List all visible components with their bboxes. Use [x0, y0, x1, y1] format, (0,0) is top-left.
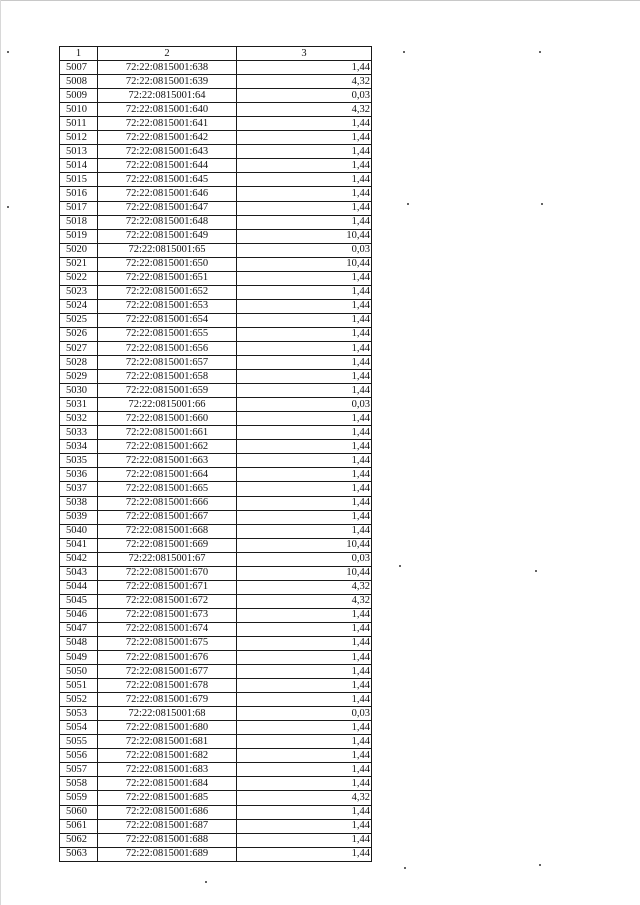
area-value: 1,44: [237, 173, 372, 187]
cadastral-number: 72:22:0815001:660: [98, 412, 237, 426]
cadastral-number: 72:22:0815001:640: [98, 103, 237, 117]
area-value: 1,44: [237, 496, 372, 510]
table-row: [60, 412, 372, 426]
page-edge-top: [0, 0, 640, 1]
area-value: 0,03: [237, 243, 372, 257]
row-number: 5057: [60, 763, 98, 777]
table-row: [60, 594, 372, 608]
table-row: [60, 651, 372, 665]
area-value: 1,44: [237, 665, 372, 679]
area-value: 1,44: [237, 299, 372, 313]
cadastral-number: 72:22:0815001:687: [98, 819, 237, 833]
cadastral-number: 72:22:0815001:657: [98, 356, 237, 370]
area-value: 1,44: [237, 117, 372, 131]
row-number: 5039: [60, 510, 98, 524]
row-number: 5021: [60, 257, 98, 271]
table-row: [60, 89, 372, 103]
area-value: 1,44: [237, 833, 372, 847]
table-row: [60, 763, 372, 777]
cadastral-number: 72:22:0815001:683: [98, 763, 237, 777]
area-value: 1,44: [237, 482, 372, 496]
area-value: 4,32: [237, 103, 372, 117]
area-value: 1,44: [237, 735, 372, 749]
row-number: 5034: [60, 440, 98, 454]
area-value: 10,44: [237, 229, 372, 243]
cadastral-number: 72:22:0815001:668: [98, 524, 237, 538]
table-row: [60, 819, 372, 833]
cadastral-number: 72:22:0815001:645: [98, 173, 237, 187]
table-row: [60, 721, 372, 735]
row-number: 5022: [60, 271, 98, 285]
area-value: 1,44: [237, 384, 372, 398]
area-value: 1,44: [237, 721, 372, 735]
cadastral-number: 72:22:0815001:667: [98, 510, 237, 524]
scan-speck: [7, 51, 9, 53]
row-number: 5051: [60, 679, 98, 693]
cadastral-number: 72:22:0815001:648: [98, 215, 237, 229]
cadastral-number: 72:22:0815001:647: [98, 201, 237, 215]
row-number: 5024: [60, 299, 98, 313]
area-value: 1,44: [237, 187, 372, 201]
area-value: 1,44: [237, 426, 372, 440]
row-number: 5037: [60, 482, 98, 496]
table-row: [60, 665, 372, 679]
cadastral-table: [59, 46, 372, 862]
area-value: 1,44: [237, 847, 372, 861]
area-value: 1,44: [237, 131, 372, 145]
table-row: [60, 608, 372, 622]
area-value: 1,44: [237, 313, 372, 327]
cadastral-number: 72:22:0815001:673: [98, 608, 237, 622]
row-number: 5020: [60, 243, 98, 257]
row-number: 5029: [60, 370, 98, 384]
area-value: 10,44: [237, 257, 372, 271]
cadastral-number: 72:22:0815001:689: [98, 847, 237, 861]
row-number: 5012: [60, 131, 98, 145]
table-row: [60, 805, 372, 819]
area-value: 1,44: [237, 440, 372, 454]
area-value: 1,44: [237, 608, 372, 622]
table-row: [60, 173, 372, 187]
row-number: 5052: [60, 693, 98, 707]
row-number: 5053: [60, 707, 98, 721]
area-value: 4,32: [237, 791, 372, 805]
area-value: 0,03: [237, 89, 372, 103]
area-value: 4,32: [237, 594, 372, 608]
cadastral-number: 72:22:0815001:661: [98, 426, 237, 440]
row-number: 5017: [60, 201, 98, 215]
cadastral-number: 72:22:0815001:64: [98, 89, 237, 103]
cadastral-number: 72:22:0815001:641: [98, 117, 237, 131]
cadastral-number: 72:22:0815001:671: [98, 580, 237, 594]
scan-speck: [404, 867, 406, 869]
row-number: 5040: [60, 524, 98, 538]
row-number: 5061: [60, 819, 98, 833]
table-row: [60, 777, 372, 791]
row-number: 5027: [60, 341, 98, 355]
table-row: [60, 735, 372, 749]
cadastral-number: 72:22:0815001:651: [98, 271, 237, 285]
row-number: 5055: [60, 735, 98, 749]
cadastral-number: 72:22:0815001:665: [98, 482, 237, 496]
area-value: 10,44: [237, 566, 372, 580]
row-number: 5015: [60, 173, 98, 187]
table-row: [60, 426, 372, 440]
table-row: [60, 566, 372, 580]
scan-speck: [535, 570, 537, 572]
cadastral-number: 72:22:0815001:678: [98, 679, 237, 693]
area-value: 1,44: [237, 819, 372, 833]
area-value: 1,44: [237, 636, 372, 650]
row-number: 5047: [60, 622, 98, 636]
cadastral-number: 72:22:0815001:653: [98, 299, 237, 313]
row-number: 5023: [60, 285, 98, 299]
area-value: 0,03: [237, 552, 372, 566]
cadastral-number: 72:22:0815001:656: [98, 341, 237, 355]
area-value: 1,44: [237, 145, 372, 159]
area-value: 1,44: [237, 622, 372, 636]
cadastral-number: 72:22:0815001:655: [98, 327, 237, 341]
header-col-2: 2: [98, 47, 237, 61]
row-number: 5046: [60, 608, 98, 622]
table-row: [60, 313, 372, 327]
row-number: 5026: [60, 327, 98, 341]
table-row: [60, 693, 372, 707]
table-row: [60, 61, 372, 75]
row-number: 5007: [60, 61, 98, 75]
row-number: 5028: [60, 356, 98, 370]
table-row: [60, 847, 372, 861]
row-number: 5049: [60, 651, 98, 665]
table-row: [60, 243, 372, 257]
table-row: [60, 440, 372, 454]
scan-speck: [407, 203, 409, 205]
cadastral-number: 72:22:0815001:658: [98, 370, 237, 384]
cadastral-number: 72:22:0815001:68: [98, 707, 237, 721]
row-number: 5050: [60, 665, 98, 679]
area-value: 1,44: [237, 777, 372, 791]
table-row: [60, 159, 372, 173]
row-number: 5014: [60, 159, 98, 173]
row-number: 5045: [60, 594, 98, 608]
scan-speck: [539, 864, 541, 866]
row-number: 5025: [60, 313, 98, 327]
row-number: 5063: [60, 847, 98, 861]
row-number: 5043: [60, 566, 98, 580]
area-value: 1,44: [237, 412, 372, 426]
table-row: [60, 524, 372, 538]
row-number: 5036: [60, 468, 98, 482]
table-row: [60, 384, 372, 398]
table-row: [60, 131, 372, 145]
cadastral-number: 72:22:0815001:685: [98, 791, 237, 805]
table-row: [60, 201, 372, 215]
cadastral-number: 72:22:0815001:662: [98, 440, 237, 454]
area-value: 1,44: [237, 679, 372, 693]
table-row: [60, 257, 372, 271]
row-number: 5038: [60, 496, 98, 510]
cadastral-number: 72:22:0815001:677: [98, 665, 237, 679]
area-value: 0,03: [237, 707, 372, 721]
table-row: [60, 187, 372, 201]
table-row: [60, 679, 372, 693]
table-row: [60, 552, 372, 566]
area-value: 1,44: [237, 327, 372, 341]
area-value: 1,44: [237, 510, 372, 524]
area-value: 1,44: [237, 693, 372, 707]
table-row: [60, 510, 372, 524]
table-row: [60, 636, 372, 650]
row-number: 5044: [60, 580, 98, 594]
table-row: [60, 707, 372, 721]
cadastral-number: 72:22:0815001:688: [98, 833, 237, 847]
cadastral-number: 72:22:0815001:652: [98, 285, 237, 299]
table-body: [60, 47, 372, 862]
table-row: [60, 538, 372, 552]
cadastral-number: 72:22:0815001:686: [98, 805, 237, 819]
cadastral-number: 72:22:0815001:649: [98, 229, 237, 243]
area-value: 1,44: [237, 271, 372, 285]
cadastral-number: 72:22:0815001:646: [98, 187, 237, 201]
scan-speck: [539, 51, 541, 53]
cadastral-number: 72:22:0815001:670: [98, 566, 237, 580]
table-row: [60, 454, 372, 468]
row-number: 5030: [60, 384, 98, 398]
cadastral-number: 72:22:0815001:643: [98, 145, 237, 159]
area-value: 1,44: [237, 524, 372, 538]
page-edge-left: [0, 0, 1, 905]
table-row: [60, 496, 372, 510]
header-col-1: 1: [60, 47, 98, 61]
row-number: 5018: [60, 215, 98, 229]
cadastral-number: 72:22:0815001:675: [98, 636, 237, 650]
table-row: [60, 117, 372, 131]
area-value: 1,44: [237, 159, 372, 173]
area-value: 1,44: [237, 805, 372, 819]
table-row: [60, 145, 372, 159]
row-number: 5019: [60, 229, 98, 243]
cadastral-number: 72:22:0815001:67: [98, 552, 237, 566]
scan-speck: [541, 203, 543, 205]
row-number: 5031: [60, 398, 98, 412]
cadastral-number: 72:22:0815001:684: [98, 777, 237, 791]
table-row: [60, 341, 372, 355]
area-value: 10,44: [237, 538, 372, 552]
cadastral-number: 72:22:0815001:659: [98, 384, 237, 398]
area-value: 1,44: [237, 651, 372, 665]
area-value: 4,32: [237, 75, 372, 89]
cadastral-number: 72:22:0815001:644: [98, 159, 237, 173]
cadastral-number: 72:22:0815001:682: [98, 749, 237, 763]
area-value: 1,44: [237, 370, 372, 384]
area-value: 1,44: [237, 341, 372, 355]
row-number: 5048: [60, 636, 98, 650]
cadastral-number: 72:22:0815001:669: [98, 538, 237, 552]
table-header-row: [60, 47, 372, 61]
cadastral-number: 72:22:0815001:663: [98, 454, 237, 468]
table-row: [60, 299, 372, 313]
row-number: 5009: [60, 89, 98, 103]
area-value: 1,44: [237, 763, 372, 777]
table-row: [60, 356, 372, 370]
row-number: 5041: [60, 538, 98, 552]
cadastral-number: 72:22:0815001:65: [98, 243, 237, 257]
cadastral-number: 72:22:0815001:642: [98, 131, 237, 145]
row-number: 5033: [60, 426, 98, 440]
row-number: 5013: [60, 145, 98, 159]
table-row: [60, 482, 372, 496]
row-number: 5054: [60, 721, 98, 735]
cadastral-number: 72:22:0815001:654: [98, 313, 237, 327]
row-number: 5062: [60, 833, 98, 847]
cadastral-number: 72:22:0815001:672: [98, 594, 237, 608]
row-number: 5058: [60, 777, 98, 791]
cadastral-number: 72:22:0815001:681: [98, 735, 237, 749]
table-row: [60, 791, 372, 805]
table-row: [60, 229, 372, 243]
table-row: [60, 215, 372, 229]
area-value: 4,32: [237, 580, 372, 594]
table-row: [60, 468, 372, 482]
header-col-3: 3: [237, 47, 372, 61]
scan-speck: [7, 206, 9, 208]
cadastral-number: 72:22:0815001:680: [98, 721, 237, 735]
table-row: [60, 622, 372, 636]
scan-speck: [403, 51, 405, 53]
table-row: [60, 271, 372, 285]
cadastral-number: 72:22:0815001:674: [98, 622, 237, 636]
area-value: 1,44: [237, 356, 372, 370]
table-row: [60, 285, 372, 299]
cadastral-number: 72:22:0815001:66: [98, 398, 237, 412]
row-number: 5056: [60, 749, 98, 763]
row-number: 5042: [60, 552, 98, 566]
table-row: [60, 103, 372, 117]
row-number: 5032: [60, 412, 98, 426]
cadastral-number: 72:22:0815001:638: [98, 61, 237, 75]
area-value: 1,44: [237, 285, 372, 299]
row-number: 5011: [60, 117, 98, 131]
row-number: 5010: [60, 103, 98, 117]
table-row: [60, 370, 372, 384]
row-number: 5035: [60, 454, 98, 468]
row-number: 5060: [60, 805, 98, 819]
table-row: [60, 580, 372, 594]
cadastral-number: 72:22:0815001:664: [98, 468, 237, 482]
cadastral-number: 72:22:0815001:679: [98, 693, 237, 707]
cadastral-number: 72:22:0815001:676: [98, 651, 237, 665]
area-value: 1,44: [237, 749, 372, 763]
table-row: [60, 749, 372, 763]
table-row: [60, 327, 372, 341]
area-value: 1,44: [237, 215, 372, 229]
row-number: 5008: [60, 75, 98, 89]
area-value: 0,03: [237, 398, 372, 412]
cadastral-number: 72:22:0815001:650: [98, 257, 237, 271]
table-row: [60, 833, 372, 847]
area-value: 1,44: [237, 201, 372, 215]
row-number: 5016: [60, 187, 98, 201]
table-row: [60, 75, 372, 89]
scan-speck: [205, 881, 207, 883]
area-value: 1,44: [237, 454, 372, 468]
table-row: [60, 398, 372, 412]
cadastral-number: 72:22:0815001:639: [98, 75, 237, 89]
area-value: 1,44: [237, 468, 372, 482]
cadastral-number: 72:22:0815001:666: [98, 496, 237, 510]
scan-speck: [399, 565, 401, 567]
area-value: 1,44: [237, 61, 372, 75]
row-number: 5059: [60, 791, 98, 805]
